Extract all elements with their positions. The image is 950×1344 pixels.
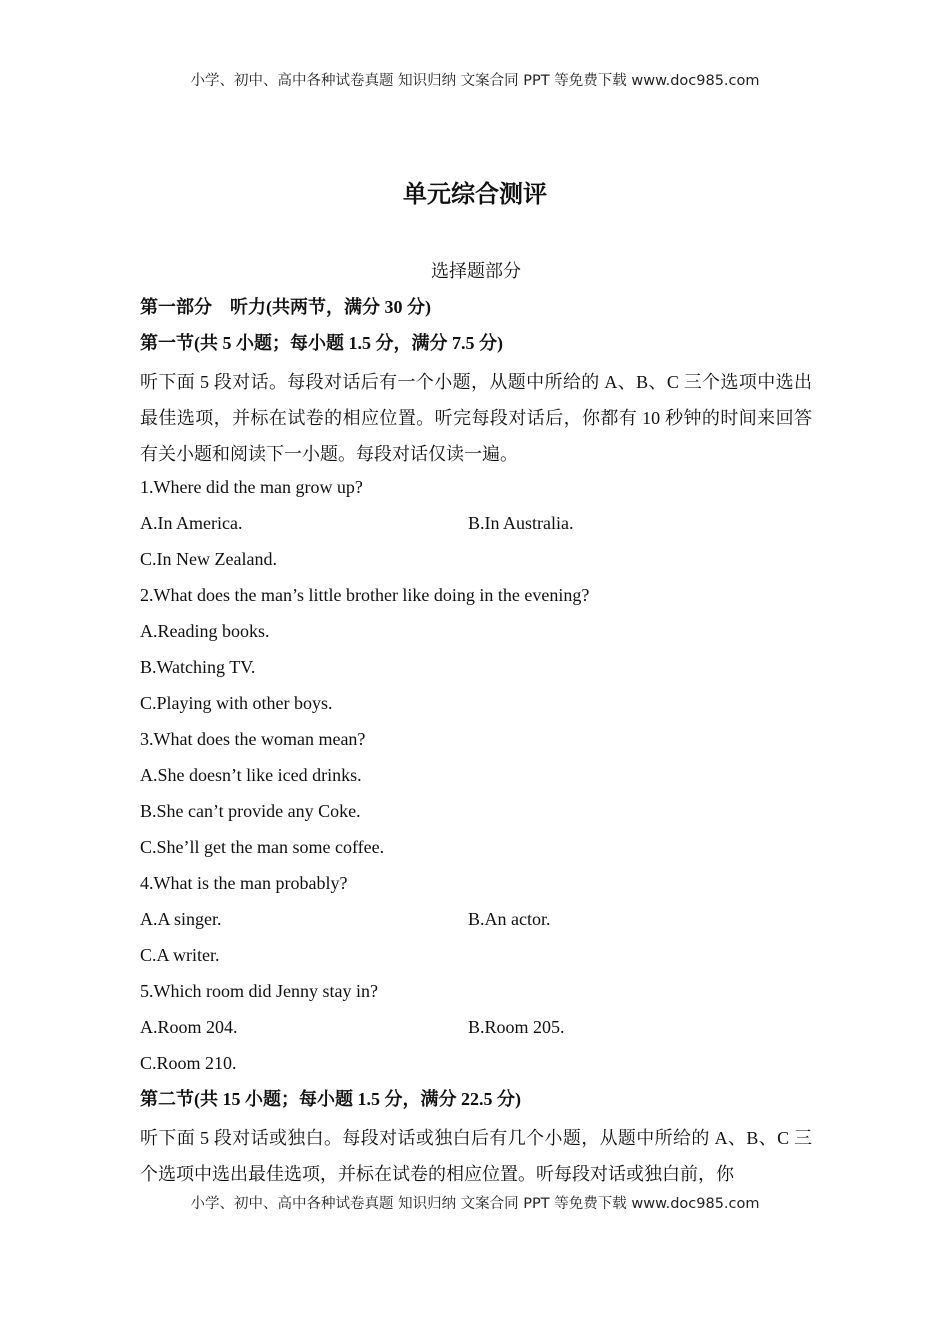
section2-instruction: 听下面 5 段对话或独白。每段对话或独白后有几个小题，从题中所给的 A、B、C 三个选项中选出最佳选项，并标在试卷的相应位置。听每段对话或独白前，你 xyxy=(140,1128,812,1184)
option-c: C.Room 210. xyxy=(140,1053,237,1073)
option-a: A.In America. xyxy=(140,513,243,533)
option-a: A.A singer. xyxy=(140,909,222,929)
option-c: C.She’ll get the man some coffee. xyxy=(140,837,385,857)
question-stem: 2.What does the man’s little brother like doing in the evening? xyxy=(140,585,590,605)
option-b: B.She can’t provide any Coke. xyxy=(140,801,361,821)
question-stem: 5.Which room did Jenny stay in? xyxy=(140,981,378,1001)
option-b: B.Room 205. xyxy=(468,1017,565,1037)
page-header: 小学、初中、高中各种试卷真题 知识归纳 文案合同 PPT 等免费下载 www.doc985.com xyxy=(190,73,760,89)
option-b: B.An actor. xyxy=(468,909,551,929)
option-row xyxy=(140,904,812,940)
document-body xyxy=(140,256,812,1192)
section1-instruction: 听下面 5 段对话。每段对话后有一个小题，从题中所给的 A、B、C 三个选项中选出最佳选项，并标在试卷的相应位置。听完每段对话后，你都有 10 秒钟的时间来回答有关小题和阅读下一小题。每段对话仅读一遍。 xyxy=(140,372,812,464)
part1-heading: 第一部分 听力(共两节，满分 30 分) xyxy=(140,297,431,317)
option-b: B.In Australia. xyxy=(468,513,574,533)
question-stem: 1.Where did the man grow up? xyxy=(140,477,363,497)
option-row xyxy=(140,1012,812,1048)
option-a: A.She doesn’t like iced drinks. xyxy=(140,765,362,785)
question-stem: 4.What is the man probably? xyxy=(140,873,348,893)
section1-heading: 第一节(共 5 小题；每小题 1.5 分，满分 7.5 分) xyxy=(140,333,503,353)
question-stem: 3.What does the woman mean? xyxy=(140,729,366,749)
option-b: B.Watching TV. xyxy=(140,657,256,677)
page-title: 单元综合测评 xyxy=(403,180,547,208)
section2-heading: 第二节(共 15 小题；每小题 1.5 分，满分 22.5 分) xyxy=(140,1089,521,1109)
option-row xyxy=(140,508,812,544)
section-label: 选择题部分 xyxy=(431,261,521,281)
option-a: A.Reading books. xyxy=(140,621,270,641)
option-c: C.In New Zealand. xyxy=(140,549,277,569)
option-c: C.Playing with other boys. xyxy=(140,693,333,713)
page-footer: 小学、初中、高中各种试卷真题 知识归纳 文案合同 PPT 等免费下载 www.doc985.com xyxy=(190,1196,760,1212)
option-c: C.A writer. xyxy=(140,945,220,965)
option-a: A.Room 204. xyxy=(140,1017,238,1037)
